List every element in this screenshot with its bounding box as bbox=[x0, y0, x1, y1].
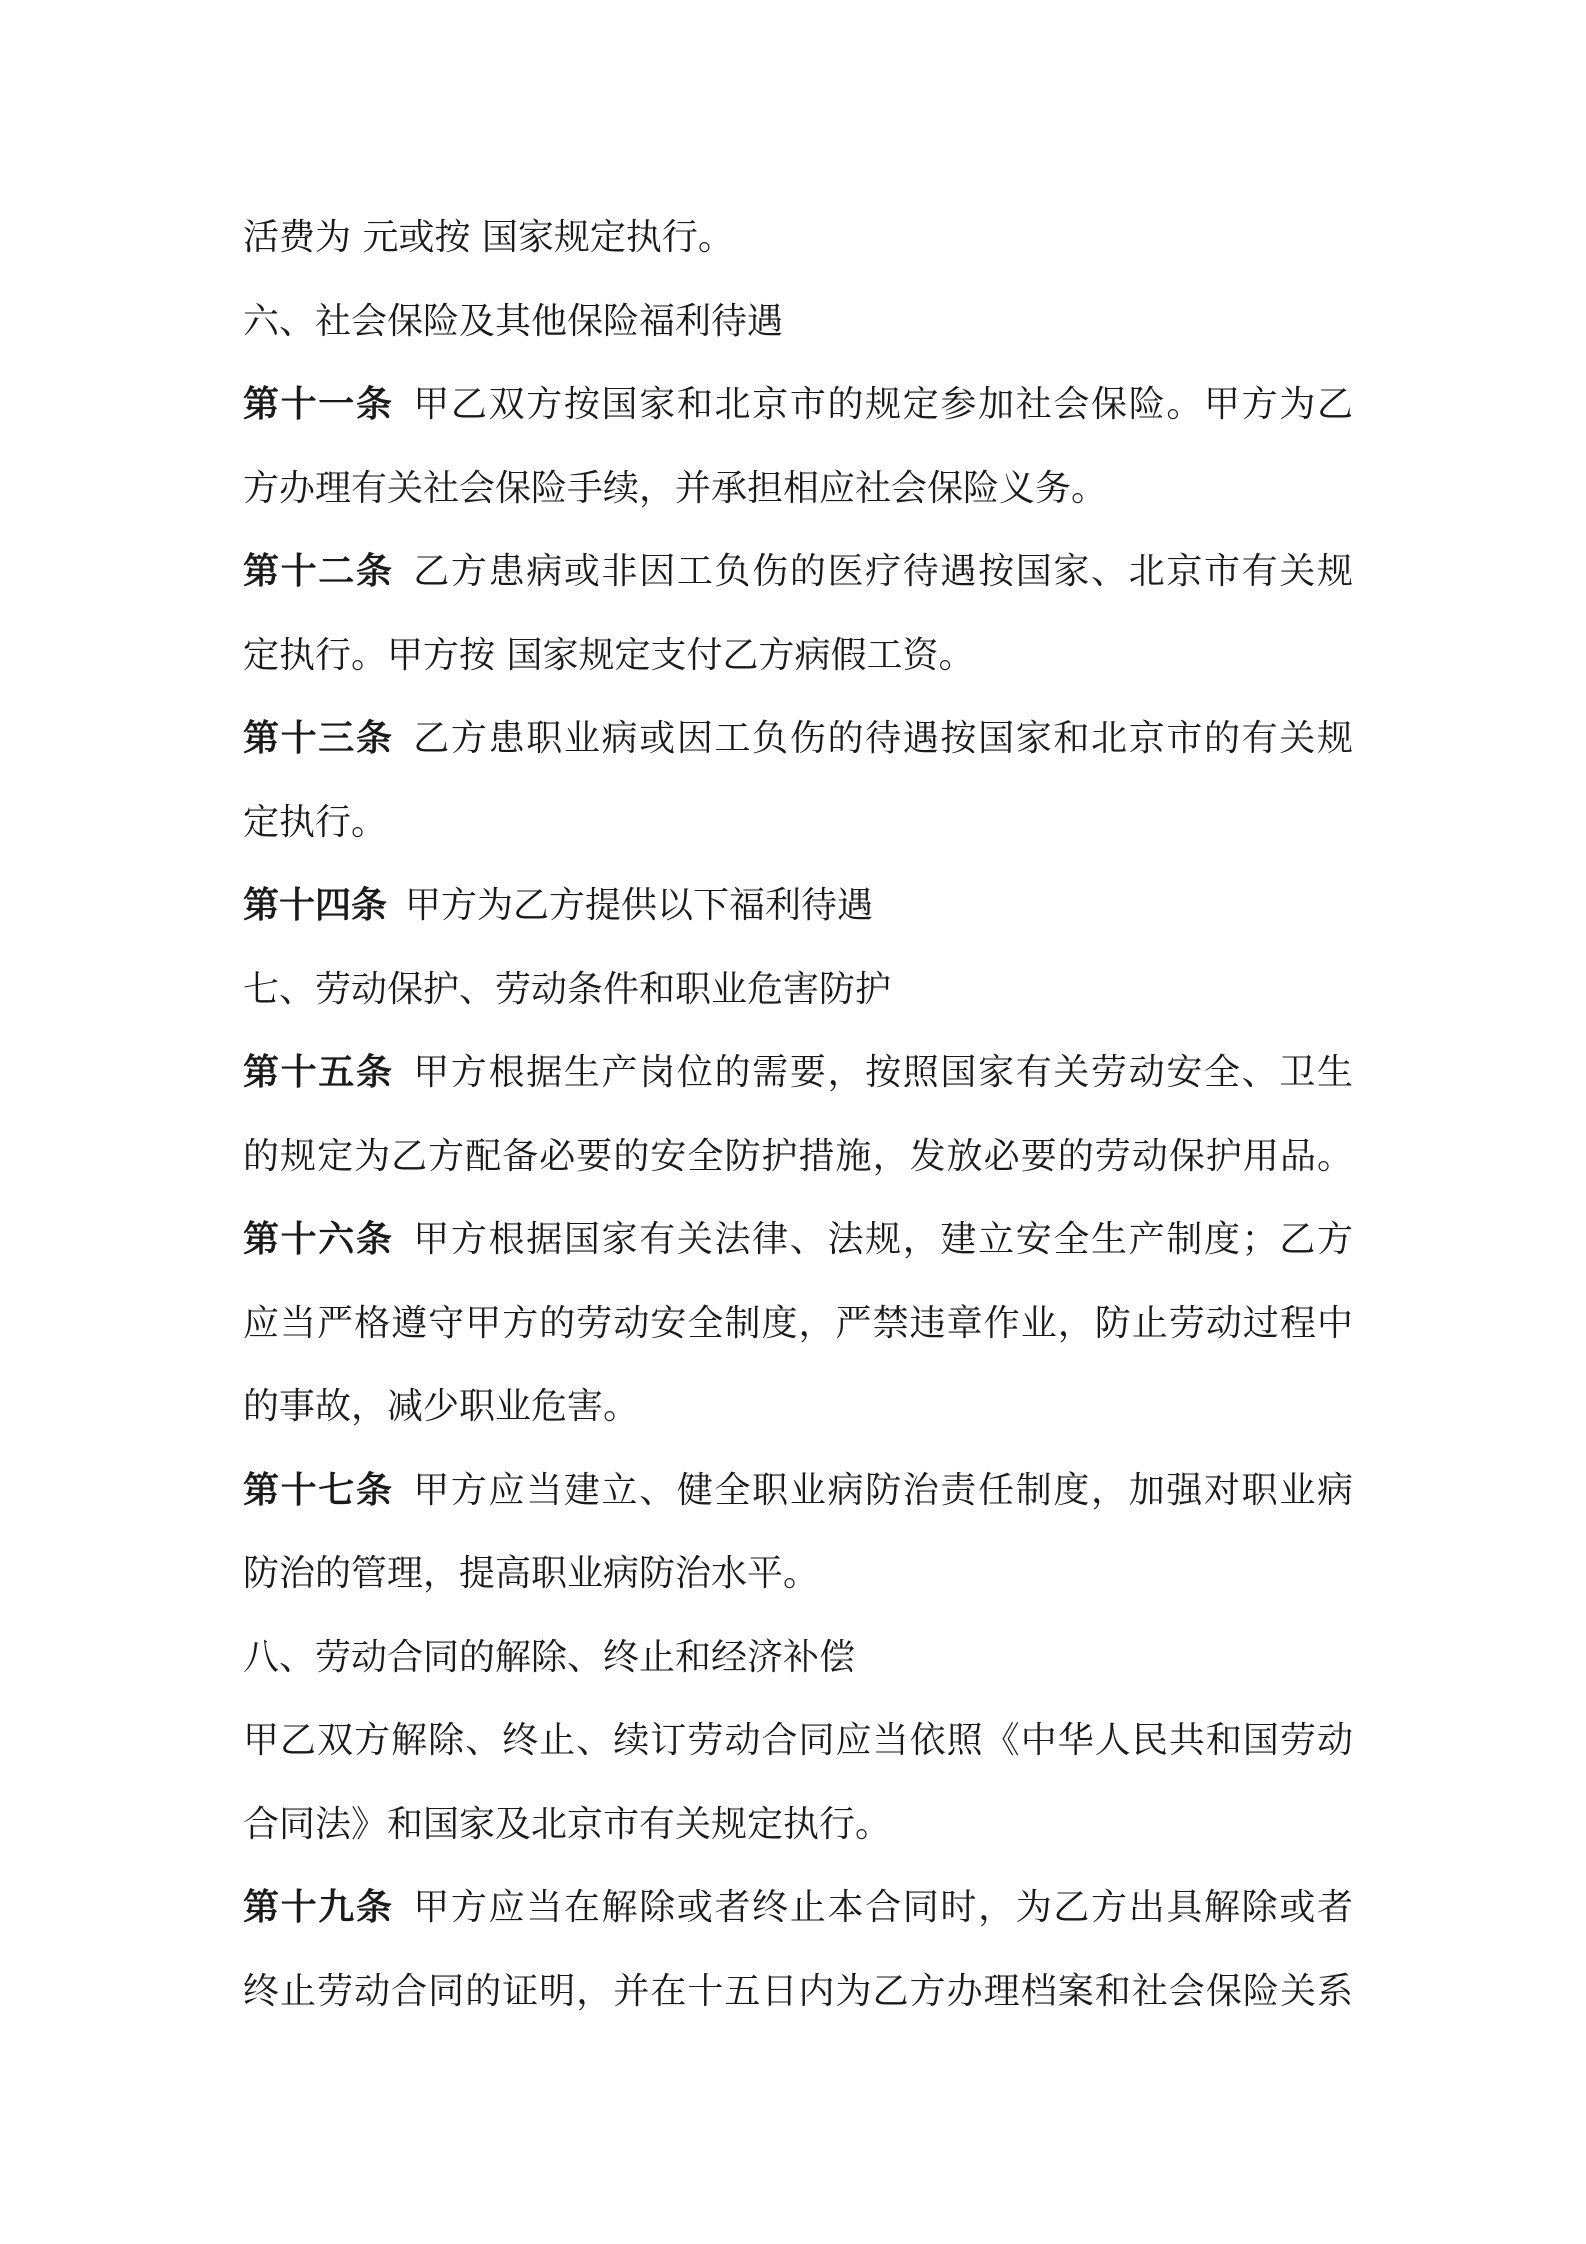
article-line bbox=[243, 1449, 1353, 1533]
line-text: 甲方应当建立、健全职业病防治责任制度，加强对职业病 bbox=[411, 1469, 1353, 1511]
article-number: 第十一条 bbox=[243, 384, 394, 425]
line-text: 的规定为乙方配备必要的安全防护措施，发放必要的劳动保护用品。 bbox=[243, 1135, 1353, 1177]
line-text: 的事故，减少职业危害。 bbox=[243, 1386, 640, 1427]
text-line bbox=[243, 781, 1353, 865]
line-text: 甲方为乙方提供以下福利待遇 bbox=[405, 885, 874, 926]
line-text: 方办理有关社会保险手续，并承担相应社会保险义务。 bbox=[243, 467, 1108, 509]
section-heading bbox=[243, 948, 1353, 1032]
section-heading bbox=[243, 1616, 1353, 1700]
section-heading-text: 七、劳动保护、劳动条件和职业危害防护 bbox=[243, 968, 892, 1010]
article-line bbox=[243, 363, 1353, 447]
text-line bbox=[243, 447, 1353, 531]
line-text: 防治的管理，提高职业病防治水平。 bbox=[243, 1553, 820, 1594]
section-heading-text: 六、社会保险及其他保险福利待遇 bbox=[243, 300, 784, 342]
text-line bbox=[243, 196, 1353, 280]
line-text: 合同法》和国家及北京市有关规定执行。 bbox=[243, 1803, 892, 1845]
text-line bbox=[243, 1365, 1353, 1449]
article-number: 第十九条 bbox=[243, 1887, 394, 1928]
line-text: 应当严格遵守甲方的劳动安全制度，严禁违章作业，防止劳动过程中 bbox=[243, 1302, 1353, 1344]
line-text: 活费为 元或按 国家规定执行。 bbox=[243, 217, 734, 258]
article-line bbox=[243, 864, 1353, 948]
article-line bbox=[243, 1866, 1353, 1950]
text-line bbox=[243, 614, 1353, 698]
text-line bbox=[243, 1282, 1353, 1366]
line-text: 甲乙双方解除、终止、续订劳动合同应当依照《中华人民共和国劳动 bbox=[243, 1720, 1353, 1761]
article-number: 第十七条 bbox=[243, 1469, 394, 1511]
article-line bbox=[243, 697, 1353, 781]
article-number: 第十五条 bbox=[243, 1052, 394, 1093]
line-text: 定执行。 bbox=[243, 801, 388, 843]
article-number: 第十二条 bbox=[243, 551, 394, 592]
text-line bbox=[243, 1115, 1353, 1199]
line-text: 甲方根据生产岗位的需要，按照国家有关劳动安全、卫生 bbox=[411, 1052, 1353, 1093]
line-text: 定执行。甲方按 国家规定支付乙方病假工资。 bbox=[243, 634, 975, 676]
article-line bbox=[243, 1031, 1353, 1115]
article-line bbox=[243, 530, 1353, 614]
line-text: 甲方根据国家有关法律、法规，建立安全生产制度；乙方 bbox=[411, 1219, 1353, 1260]
line-text: 终止劳动合同的证明，并在十五日内为乙方办理档案和社会保险关系 bbox=[243, 1970, 1353, 2012]
article-line bbox=[243, 1198, 1353, 1282]
line-text: 甲乙双方按国家和北京市的规定参加社会保险。甲方为乙 bbox=[411, 384, 1353, 425]
line-text: 乙方患病或非因工负伤的医疗待遇按国家、北京市有关规 bbox=[411, 551, 1353, 592]
text-line bbox=[243, 1699, 1353, 1783]
text-line bbox=[243, 1783, 1353, 1867]
section-heading-text: 八、劳动合同的解除、终止和经济补偿 bbox=[243, 1636, 856, 1678]
line-text: 甲方应当在解除或者终止本合同时，为乙方出具解除或者 bbox=[411, 1887, 1353, 1928]
section-heading bbox=[243, 280, 1353, 364]
text-line bbox=[243, 1532, 1353, 1616]
article-number: 第十六条 bbox=[243, 1219, 394, 1260]
text-line bbox=[243, 1950, 1353, 2034]
article-number: 第十四条 bbox=[243, 885, 388, 926]
article-number: 第十三条 bbox=[243, 718, 394, 759]
contract-text-body bbox=[243, 196, 1353, 2033]
line-text: 乙方患职业病或因工负伤的待遇按国家和北京市的有关规 bbox=[411, 718, 1353, 759]
